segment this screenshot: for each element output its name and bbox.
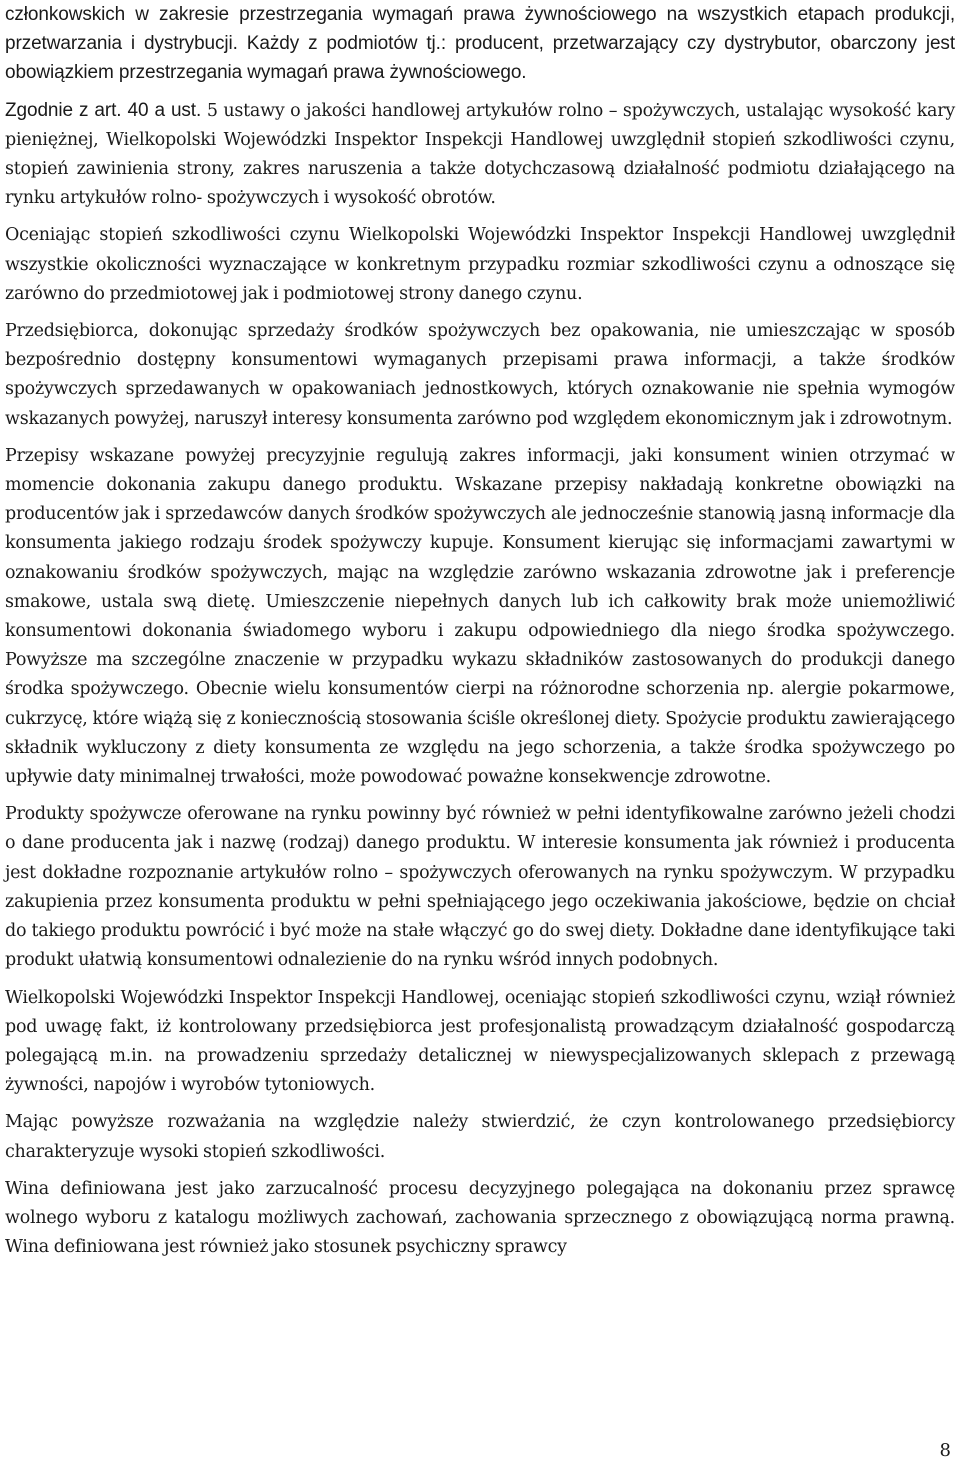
intro-paragraph: członkowskich w zakresie przestrzegania wymagań prawa żywnościowego na wszystkich etapach produkcji, przetwarzania i dystrybucji. Każdy z podmiotów tj.: producent, przetwarzający czy dystrybutor, obarczony jest obowiązkiem przestrzegania wymagań prawa żywnościowego. xyxy=(5,4,955,84)
paragraph-assessment: Oceniając stopień szkodliwości czynu Wielkopolski Wojewódzki Inspektor Inspekcji Handlowej uwzględnił wszystkie okoliczności wyznaczające w konkretnym przypadku rozmiar szkodliwości czynu a odnoszące się zarówno do przedmiotowej jak i podmiotowej strony danego czynu. xyxy=(5,225,955,304)
paragraph-guilt-definition: Wina definiowana jest jako zarzucalność procesu decyzyjnego polegająca na dokonaniu przez sprawcę wolnego wyboru z katalogu możliwych zachowań, zachowania sprzecznego z obowiązującą norma prawną. Wina definiowana jest również jako stosunek psychiczny sprawcy xyxy=(5,1178,955,1258)
paragraph-art-40a xyxy=(5,96,955,214)
paragraph-lead-text: Zgodnie z art. 40 a ust. xyxy=(5,99,202,121)
paragraph-professional: Wielkopolski Wojewódzki Inspektor Inspekcji Handlowej, oceniając stopień szkodliwości czynu, wziął również pod uwagę fakt, iż kontrolowany przedsiębiorca jest profesjonalistą prowadzącym działalność gospodarczą polegającą m.in. na prowadzeniu sprzedaży detalicznej w niewyspecjalizowanych sklepach z przewagą żywności, napojów i wyrobów tytoniowych. xyxy=(5,987,955,1096)
paragraph-entrepreneur-violation: Przedsiębiorca, dokonując sprzedaży środków spożywczych bez opakowania, nie umieszczając w sposób bezpośrednio dostępny konsumentowi wymaganych przepisami prawa informacji, a także środków spożywczych sprzedawanych w opakowaniach jednostkowych, których oznakowanie nie spełnia wymogów wskazanych powyżej, naruszył interesy konsumenta zarówno pod względem ekonomicznym jak i zdrowotnym. xyxy=(5,321,955,429)
paragraph-identifiability: Produkty spożywcze oferowane na rynku powinny być również w pełni identyfikowalne zarówno jeżeli chodzi o dane producenta jak i nazwę (rodzaj) danego produktu. W interesie konsumenta jak również i producenta jest dokładne rozpoznanie artykułów rolno – spożywczych oferowanych na rynku spożywczym. W przypadku zakupienia przez konsumenta produktu w pełni spełniającego jego oczekiwania jakościowe, będzie on chciał do takiego produktu powrócić i być może na stałe włączyć go do swej diety. Dokładne dane identyfikujące taki produkt ułatwią konsumentowi odnalezienie do na rynku wśród innych podobnych. xyxy=(5,804,955,971)
paragraph-body-text: 5 ustawy o jakości handlowej artykułów rolno – spożywczych, ustalając wysokość kary pieniężnej, Wielkopolski Wojewódzki Inspektor Inspekcji Handlowej uwzględnił stopień szkodliwości czynu, stopień zawinienia strony, zakres naruszenia a także dotychczasową działalność podmiotu działającego na rynku artykułów rolno- spożywczych i wysokość obrotów. xyxy=(5,100,955,209)
paragraph-regulations: Przepisy wskazane powyżej precyzyjnie regulują zakres informacji, jaki konsument winien otrzymać w momencie dokonania zakupu danego produktu. Wskazane przepisy nakładają konkretne obowiązki na producentów jak i sprzedawców danych środków spożywczych ale jednocześnie stanowią jasną informacje dla konsumenta jakiego rodzaju środek spożywczy kupuje. Konsument kierując się informacjami zawartymi w oznakowaniu środków spożywczych, mając na względzie zarówno wskazania zdrowotne jak i preferencje smakowe, ustala swą dietę. Umieszczenie niepełnych danych lub ich całkowity brak może uniemożliwić konsumentowi dokonania świadomego wyboru i zakupu odpowiedniego dla niego środka spożywczego. Powyższe ma szczególne znaczenie w przypadku wykazu składników zastosowanych do produkcji danego środka spożywczego. Obecnie wielu konsumentów cierpi na różnorodne schorzenia np. alergie pokarmowe, cukrzycę, które wiążą się z koniecznością stosowania ściśle określonej diety. Spożycie produktu zawierającego składnik wykluczony z diety konsumenta ze względu na jego schorzenia, a także środka spożywczego po upływie daty minimalnej trwałości, może powodować poważne konsekwencje zdrowotne. xyxy=(5,445,955,788)
page-number: 8 xyxy=(939,1440,951,1461)
document-page xyxy=(5,0,955,1262)
paragraph-conclusion: Mając powyższe rozważania na względzie należy stwierdzić, że czyn kontrolowanego przedsiębiorcy charakteryzuje wysoki stopień szkodliwości. xyxy=(5,1112,955,1162)
